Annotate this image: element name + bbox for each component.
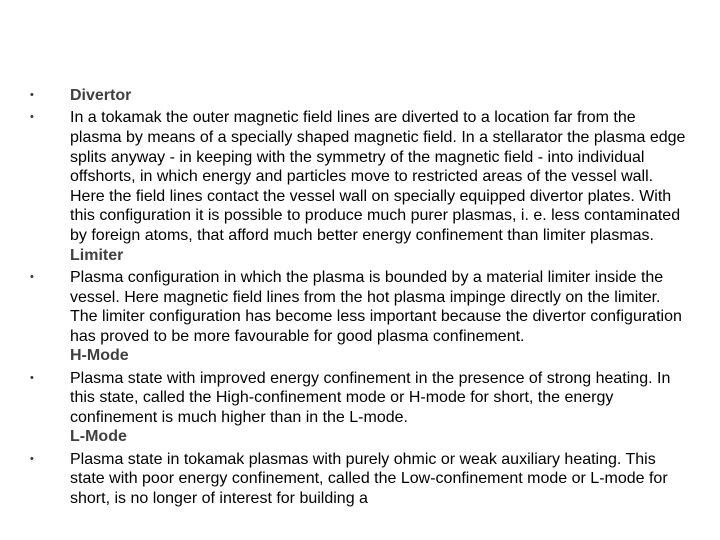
definition-text: Plasma state with improved energy confinement in the presence of strong heating. In this state, called the High-confinement mode or H-mode for short, the energy confinement is much higher than in the L-mode. xyxy=(70,369,671,426)
list-item-h-mode-definition xyxy=(24,369,690,447)
glossary-bullet-list xyxy=(24,86,690,511)
bullet-icon: • xyxy=(30,89,34,101)
bullet-icon: • xyxy=(30,111,34,124)
list-item-divertor-definition xyxy=(24,108,690,265)
list-item-divertor-heading xyxy=(24,86,690,106)
term-heading: L-Mode xyxy=(70,428,127,446)
term-heading: H-Mode xyxy=(70,347,129,365)
bullet-icon: • xyxy=(30,371,34,384)
list-item-limiter-definition xyxy=(24,268,690,366)
term-heading: Limiter xyxy=(70,246,124,264)
definition-text: In a tokamak the outer magnetic field lines are diverted to a location far from the plasma by means of a specially shaped magnetic field. In a stellarator the plasma edge splits anyway - in keeping with the symmetry of the magnetic field - into individual offshorts, in which energy and particles move to restricted areas of the vessel wall. Here the field lines contact the vessel wall on specially equipped divertor plates. With this configuration it is possible to produce much purer plasmas, i. e. less contaminated by foreign atoms, that afford much better energy confinement than limiter plasmas. xyxy=(70,109,686,244)
term-heading: Divertor xyxy=(70,87,132,104)
bullet-icon: • xyxy=(30,270,34,283)
definition-text: Plasma state in tokamak plasmas with purely ohmic or weak auxiliary heating. This state with poor energy confinement, called the Low-confinement mode or L-mode for short, is no longer of interest for building a xyxy=(70,450,668,508)
definition-text: Plasma configuration in which the plasma is bounded by a material limiter inside the vessel. Here magnetic field lines from the hot plasma impinge directly on the limiter. The limiter configuration has become less important because the divertor configuration has proved to be more favourable for good plasma confinement. xyxy=(70,268,682,345)
list-item-l-mode-definition xyxy=(24,450,690,509)
bullet-icon: • xyxy=(30,452,34,465)
